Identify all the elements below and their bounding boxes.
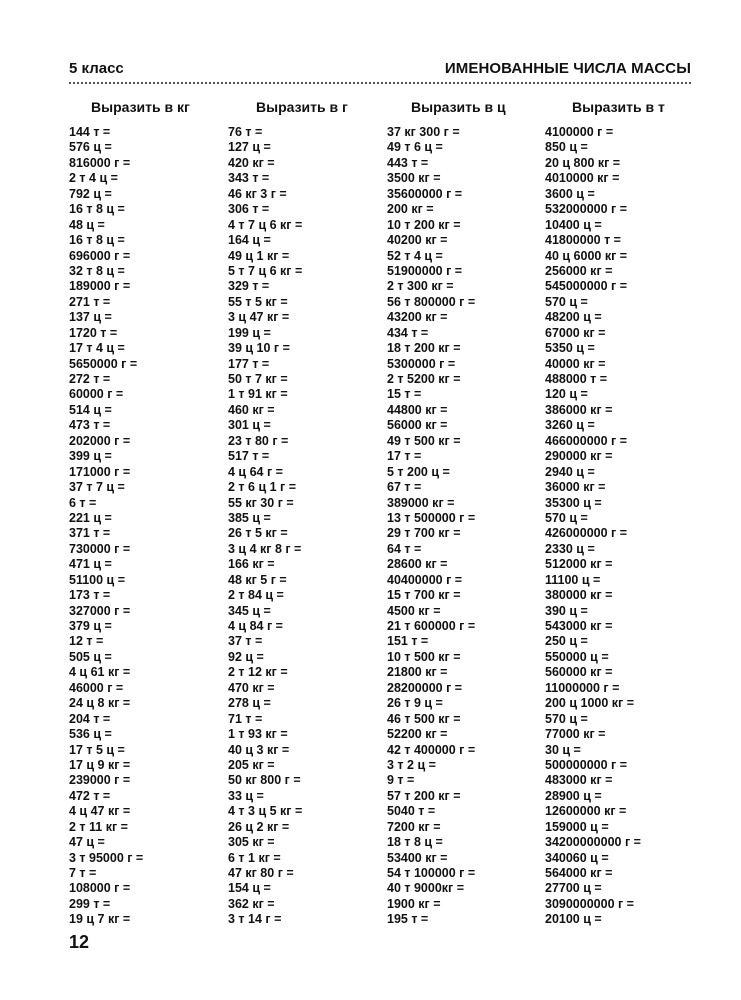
exercise-item: 51100 ц = bbox=[69, 572, 125, 587]
exercise-item: 55 т 5 кг = bbox=[228, 294, 288, 309]
exercise-item: 5350 ц = bbox=[545, 341, 595, 356]
column-to-kg bbox=[69, 97, 219, 928]
exercise-item: 151 т = bbox=[387, 634, 429, 649]
exercise-item: 340060 ц = bbox=[545, 850, 609, 865]
exercise-item: 380000 кг = bbox=[545, 588, 613, 603]
exercise-item: 48 ц = bbox=[69, 217, 105, 232]
topic-title: ИМЕНОВАННЫЕ ЧИСЛА МАССЫ bbox=[444, 60, 691, 77]
exercise-item: 20100 ц = bbox=[545, 912, 602, 927]
exercise-item: 3 ц 4 кг 8 г = bbox=[228, 541, 302, 556]
exercise-item: 2 т 4 ц = bbox=[69, 171, 118, 186]
exercise-item: 532000000 г = bbox=[545, 202, 628, 217]
exercise-item: 44800 кг = bbox=[387, 402, 448, 417]
exercise-item: 17 т 4 ц = bbox=[69, 341, 125, 356]
exercise-item: 67000 кг = bbox=[545, 325, 606, 340]
exercise-item: 256000 кг = bbox=[545, 263, 613, 278]
exercise-item: 127 ц = bbox=[228, 140, 271, 155]
exercise-item: 46 т 500 кг = bbox=[387, 711, 461, 726]
exercise-item: 37 т = bbox=[228, 634, 263, 649]
exercise-item: 460 кг = bbox=[228, 402, 275, 417]
exercise-item: 47 ц = bbox=[69, 835, 105, 850]
exercise-item: 28900 ц = bbox=[545, 788, 602, 803]
exercise-item: 850 ц = bbox=[545, 140, 588, 155]
exercise-item: 11000000 г = bbox=[545, 680, 620, 695]
exercise-item: 570 ц = bbox=[545, 711, 588, 726]
exercise-item: 48 кг 5 г = bbox=[228, 572, 287, 587]
exercise-item: 189000 г = bbox=[69, 279, 131, 294]
exercise-item: 6 т = bbox=[69, 495, 97, 510]
exercise-item: 4 т 7 ц 6 кг = bbox=[228, 217, 303, 232]
exercise-item: 1900 кг = bbox=[387, 896, 441, 911]
exercise-item: 39 ц 10 г = bbox=[228, 341, 290, 356]
exercise-item: 40000 кг = bbox=[545, 356, 606, 371]
grade-label: 5 класс bbox=[69, 60, 124, 77]
exercise-item: 144 т = bbox=[69, 125, 111, 139]
exercise-item: 6 т 1 кг = bbox=[228, 850, 281, 865]
exercise-item: 816000 г = bbox=[69, 155, 131, 170]
exercise-item: 52200 кг = bbox=[387, 727, 448, 742]
exercise-item: 23 т 80 г = bbox=[228, 433, 289, 448]
exercise-item: 16 т 8 ц = bbox=[69, 202, 125, 217]
exercise-item: 28600 кг = bbox=[387, 557, 448, 572]
exercise-item: 15 т = bbox=[387, 387, 422, 402]
exercise-item: 30 ц = bbox=[545, 742, 581, 757]
exercise-item: 173 т = bbox=[69, 588, 111, 603]
exercise-item: 36000 кг = bbox=[545, 480, 606, 495]
exercise-item: 512000 кг = bbox=[545, 557, 613, 572]
exercise-item: 42 т 400000 г = bbox=[387, 742, 476, 757]
exercise-item: 517 т = bbox=[228, 449, 270, 464]
exercise-item: 40400000 г = bbox=[387, 572, 463, 587]
exercise-item: 19 ц 7 кг = bbox=[69, 912, 131, 927]
exercise-item: 3 ц 47 кг = bbox=[228, 310, 290, 325]
exercise-item: 12600000 кг = bbox=[545, 804, 627, 819]
exercise-item: 15 т 700 кг = bbox=[387, 588, 461, 603]
exercise-item: 3 т 14 г = bbox=[228, 912, 282, 927]
exercise-item: 50 т 7 кг = bbox=[228, 372, 288, 386]
exercise-item: 272 т = bbox=[69, 372, 111, 386]
exercise-item: 35300 ц = bbox=[545, 495, 602, 510]
exercise-item: 443 т = bbox=[387, 155, 429, 170]
exercise-item: 576 ц = bbox=[69, 140, 112, 155]
exercise-item: 200 ц 1000 кг = bbox=[545, 696, 635, 711]
exercise-list bbox=[545, 125, 695, 928]
exercise-item: 1 т 93 кг = bbox=[228, 727, 288, 742]
page-number: 12 bbox=[69, 932, 90, 952]
exercise-item: 41800000 т = bbox=[545, 233, 621, 248]
exercise-item: 434 т = bbox=[387, 325, 429, 340]
exercise-item: 4 ц 47 кг = bbox=[69, 804, 131, 819]
exercise-item: 120 ц = bbox=[545, 387, 588, 402]
exercise-item: 290000 кг = bbox=[545, 449, 613, 464]
exercise-item: 473 т = bbox=[69, 418, 111, 433]
exercise-item: 5 т 200 ц = bbox=[387, 464, 450, 479]
exercise-item: 2 т 12 кг = bbox=[228, 665, 288, 680]
exercise-item: 3600 ц = bbox=[545, 186, 595, 201]
exercise-item: 18 т 8 ц = bbox=[387, 835, 443, 850]
exercise-item: 221 ц = bbox=[69, 510, 112, 525]
exercise-item: 60000 г = bbox=[69, 387, 124, 402]
exercise-item: 5650000 г = bbox=[69, 356, 138, 371]
exercise-item: 278 ц = bbox=[228, 696, 271, 711]
exercise-item: 371 т = bbox=[69, 526, 111, 541]
exercise-item: 3260 ц = bbox=[545, 418, 595, 433]
exercise-item: 77000 кг = bbox=[545, 727, 606, 742]
exercise-item: 54 т 100000 г = bbox=[387, 866, 476, 880]
column-title: Выразить в ц bbox=[411, 99, 506, 115]
exercise-item: 7 т = bbox=[69, 866, 97, 880]
exercise-item: 37 кг 300 г = bbox=[387, 125, 460, 139]
exercise-item: 171000 г = bbox=[69, 464, 131, 479]
exercise-item: 488000 т = bbox=[545, 372, 608, 386]
exercise-item: 5300000 г = bbox=[387, 356, 456, 371]
exercise-item: 57 т 200 кг = bbox=[387, 788, 461, 803]
exercise-item: 166 кг = bbox=[228, 557, 275, 572]
exercise-item: 10400 ц = bbox=[545, 217, 602, 232]
exercise-item: 4 т 3 ц 5 кг = bbox=[228, 804, 303, 819]
exercise-item: 4 ц 64 г = bbox=[228, 464, 283, 479]
exercise-item: 26 т 5 кг = bbox=[228, 526, 288, 541]
exercise-item: 386000 кг = bbox=[545, 402, 613, 417]
exercise-item: 11100 ц = bbox=[545, 572, 601, 587]
exercise-item: 55 кг 30 г = bbox=[228, 495, 294, 510]
column-title: Выразить в г bbox=[256, 99, 348, 115]
exercise-item: 27700 ц = bbox=[545, 881, 602, 896]
exercise-item: 271 т = bbox=[69, 294, 111, 309]
exercise-item: 362 кг = bbox=[228, 896, 275, 911]
exercise-item: 2 т 11 кг = bbox=[69, 819, 128, 834]
exercise-item: 379 ц = bbox=[69, 619, 112, 633]
exercise-list bbox=[228, 125, 378, 928]
exercise-item: 16 т 8 ц = bbox=[69, 233, 125, 248]
exercise-item: 21 т 600000 г = bbox=[387, 619, 476, 633]
exercise-item: 4100000 г = bbox=[545, 125, 614, 139]
exercise-item: 343 т = bbox=[228, 171, 270, 186]
exercise-item: 390 ц = bbox=[545, 603, 588, 618]
exercise-item: 471 ц = bbox=[69, 557, 112, 572]
exercise-item: 17 т = bbox=[387, 449, 422, 464]
exercise-item: 250 ц = bbox=[545, 634, 588, 649]
exercise-item: 420 кг = bbox=[228, 155, 275, 170]
exercise-item: 329 т = bbox=[228, 279, 270, 294]
exercise-item: 1720 т = bbox=[69, 325, 118, 340]
exercise-item: 49 ц 1 кг = bbox=[228, 248, 290, 263]
exercise-item: 9 т = bbox=[387, 773, 415, 788]
column-to-g bbox=[228, 97, 378, 928]
exercise-item: 159000 ц = bbox=[545, 819, 609, 834]
exercise-item: 108000 г = bbox=[69, 881, 131, 896]
exercise-item: 17 т 5 ц = bbox=[69, 742, 125, 757]
exercise-item: 53400 кг = bbox=[387, 850, 448, 865]
exercise-item: 32 т 8 ц = bbox=[69, 263, 125, 278]
exercise-item: 37 т 7 ц = bbox=[69, 480, 125, 495]
exercise-item: 483000 кг = bbox=[545, 773, 613, 788]
exercise-item: 33 ц = bbox=[228, 788, 264, 803]
exercise-item: 154 ц = bbox=[228, 881, 271, 896]
page-header bbox=[69, 60, 691, 84]
exercise-item: 299 т = bbox=[69, 896, 111, 911]
exercise-list bbox=[69, 125, 219, 928]
exercise-item: 137 ц = bbox=[69, 310, 112, 325]
column-title: Выразить в кг bbox=[91, 99, 190, 115]
exercise-item: 505 ц = bbox=[69, 649, 112, 664]
exercise-item: 204 т = bbox=[69, 711, 111, 726]
exercise-item: 46000 г = bbox=[69, 680, 124, 695]
exercise-item: 3 т 2 ц = bbox=[387, 757, 436, 772]
exercise-item: 71 т = bbox=[228, 711, 263, 726]
exercise-item: 10 т 500 кг = bbox=[387, 649, 461, 664]
exercise-item: 696000 г = bbox=[69, 248, 131, 263]
exercise-item: 2 т 300 кг = bbox=[387, 279, 454, 294]
exercise-item: 40 ц 6000 кг = bbox=[545, 248, 628, 263]
exercise-item: 399 ц = bbox=[69, 449, 112, 464]
exercise-item: 327000 г = bbox=[69, 603, 131, 618]
exercise-item: 29 т 700 кг = bbox=[387, 526, 461, 541]
exercise-item: 56000 кг = bbox=[387, 418, 448, 433]
exercise-item: 2 т 6 ц 1 г = bbox=[228, 480, 297, 495]
exercise-item: 177 т = bbox=[228, 356, 270, 371]
exercise-item: 18 т 200 кг = bbox=[387, 341, 461, 356]
exercise-item: 3090000000 г = bbox=[545, 896, 634, 911]
exercise-item: 47 кг 80 г = bbox=[228, 866, 294, 880]
exercise-item: 10 т 200 кг = bbox=[387, 217, 461, 232]
exercise-item: 76 т = bbox=[228, 125, 263, 139]
exercise-item: 202000 г = bbox=[69, 433, 131, 448]
exercise-item: 792 ц = bbox=[69, 186, 112, 201]
exercise-item: 543000 кг = bbox=[545, 619, 613, 633]
exercise-item: 26 ц 2 кг = bbox=[228, 819, 290, 834]
exercise-item: 20 ц 800 кг = bbox=[545, 155, 621, 170]
exercise-item: 40 ц 3 кг = bbox=[228, 742, 290, 757]
exercise-item: 345 ц = bbox=[228, 603, 271, 618]
exercise-item: 46 кг 3 г = bbox=[228, 186, 287, 201]
exercise-item: 466000000 г = bbox=[545, 433, 628, 448]
exercise-item: 2940 ц = bbox=[545, 464, 595, 479]
exercise-item: 52 т 4 ц = bbox=[387, 248, 443, 263]
exercise-item: 472 т = bbox=[69, 788, 111, 803]
exercise-item: 13 т 500000 г = bbox=[387, 510, 476, 525]
exercise-list bbox=[387, 125, 537, 928]
exercise-item: 564000 кг = bbox=[545, 866, 613, 880]
exercise-item: 24 ц 8 кг = bbox=[69, 696, 131, 711]
exercise-item: 305 кг = bbox=[228, 835, 275, 850]
exercise-item: 4500 кг = bbox=[387, 603, 441, 618]
exercise-item: 570 ц = bbox=[545, 294, 588, 309]
exercise-item: 3500 кг = bbox=[387, 171, 441, 186]
exercise-item: 5 т 7 ц 6 кг = bbox=[228, 263, 303, 278]
column-to-centner bbox=[387, 97, 537, 928]
exercise-item: 64 т = bbox=[387, 541, 422, 556]
exercise-item: 2 т 5200 кг = bbox=[387, 372, 461, 386]
exercise-item: 40200 кг = bbox=[387, 233, 448, 248]
exercise-item: 26 т 9 ц = bbox=[387, 696, 443, 711]
exercise-item: 3 т 95000 г = bbox=[69, 850, 144, 865]
exercise-item: 50 кг 800 г = bbox=[228, 773, 301, 788]
exercise-item: 49 т 500 кг = bbox=[387, 433, 461, 448]
exercise-item: 389000 кг = bbox=[387, 495, 455, 510]
exercise-item: 4010000 кг = bbox=[545, 171, 620, 186]
column-to-ton bbox=[545, 97, 695, 928]
exercise-item: 28200000 г = bbox=[387, 680, 463, 695]
exercise-item: 1 т 91 кг = bbox=[228, 387, 288, 402]
exercise-item: 35600000 г = bbox=[387, 186, 463, 201]
exercise-item: 199 ц = bbox=[228, 325, 271, 340]
exercise-item: 301 ц = bbox=[228, 418, 271, 433]
exercise-item: 470 кг = bbox=[228, 680, 275, 695]
exercise-item: 51900000 г = bbox=[387, 263, 463, 278]
exercise-item: 12 т = bbox=[69, 634, 104, 649]
exercise-item: 730000 г = bbox=[69, 541, 131, 556]
exercise-item: 34200000000 г = bbox=[545, 835, 641, 850]
exercise-item: 49 т 6 ц = bbox=[387, 140, 443, 155]
exercise-item: 56 т 800000 г = bbox=[387, 294, 476, 309]
exercise-item: 385 ц = bbox=[228, 510, 271, 525]
exercise-item: 239000 г = bbox=[69, 773, 131, 788]
exercise-item: 426000000 г = bbox=[545, 526, 628, 541]
exercise-item: 205 кг = bbox=[228, 757, 275, 772]
column-title: Выразить в т bbox=[572, 99, 665, 115]
exercise-item: 4 ц 84 г = bbox=[228, 619, 283, 633]
exercise-item: 43200 кг = bbox=[387, 310, 448, 325]
exercise-item: 500000000 г = bbox=[545, 757, 628, 772]
exercise-item: 67 т = bbox=[387, 480, 422, 495]
exercise-item: 5040 т = bbox=[387, 804, 436, 819]
exercise-item: 514 ц = bbox=[69, 402, 112, 417]
exercise-item: 200 кг = bbox=[387, 202, 434, 217]
exercise-item: 40 т 9000кг = bbox=[387, 881, 465, 896]
exercise-item: 164 ц = bbox=[228, 233, 271, 248]
exercise-item: 7200 кг = bbox=[387, 819, 441, 834]
exercise-item: 570 ц = bbox=[545, 510, 588, 525]
exercise-item: 17 ц 9 кг = bbox=[69, 757, 131, 772]
exercise-item: 2330 ц = bbox=[545, 541, 595, 556]
exercise-item: 2 т 84 ц = bbox=[228, 588, 284, 603]
exercise-item: 4 ц 61 кг = bbox=[69, 665, 131, 680]
exercise-item: 92 ц = bbox=[228, 649, 264, 664]
exercise-item: 195 т = bbox=[387, 912, 429, 927]
exercise-item: 560000 кг = bbox=[545, 665, 613, 680]
exercise-item: 545000000 г = bbox=[545, 279, 628, 294]
exercise-item: 21800 кг = bbox=[387, 665, 448, 680]
exercise-item: 550000 ц = bbox=[545, 649, 609, 664]
exercise-item: 536 ц = bbox=[69, 727, 112, 742]
exercise-item: 48200 ц = bbox=[545, 310, 602, 325]
exercise-item: 306 т = bbox=[228, 202, 270, 217]
